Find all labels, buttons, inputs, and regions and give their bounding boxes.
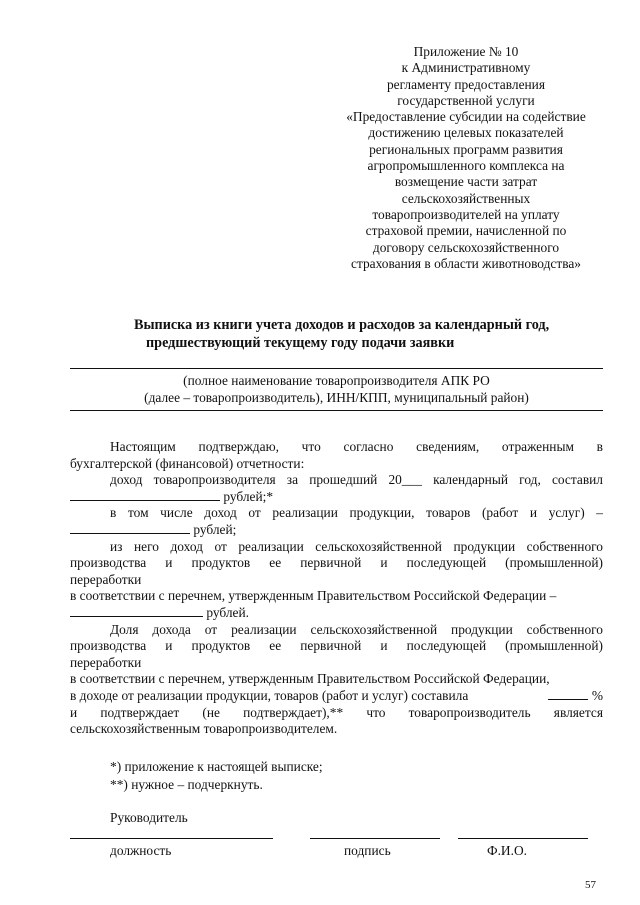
p5-line-7: сельскохозяйственным товаропроизводителем.	[70, 721, 338, 737]
p2-line-2	[70, 489, 603, 506]
appendix-line: агропромышленного комплекса на	[367, 158, 565, 174]
appendix-line: сельскохозяйственных	[401, 190, 531, 206]
p5-line-6: и подтверждает (не подтверждает),** что товаропроизводитель является	[70, 704, 603, 720]
producer-details-line[interactable]	[70, 410, 603, 411]
title-line-2: предшествующий текущему году подачи заявки	[146, 335, 455, 351]
p3-line-1: в том числе доход от реализации продукции, товаров (работ и услуг) –	[110, 505, 603, 521]
appendix-line: товаропроизводителей на уплату	[372, 206, 560, 222]
p1-line-1: Настоящим подтверждаю, что согласно сведениям, отраженным в	[110, 439, 603, 454]
signature-line[interactable]	[310, 838, 440, 839]
p5-line-4: в соответствии с перечнем, утвержденным Правительством Российской Федерации,	[70, 671, 550, 687]
p5-line-2: производства и продуктов ее первичной и последующей (промышленной)	[70, 638, 603, 654]
position-label: должность	[110, 843, 172, 858]
appendix-line: к Административному	[401, 60, 531, 76]
appendix-line: возмещение части затрат	[394, 174, 538, 190]
signature-label: подпись	[344, 843, 391, 858]
p5-share-text: в доходе от реализации продукции, товаров (работ и услуг) составила	[70, 687, 469, 703]
p4-line-2: производства и продуктов ее первичной и последующей (промышленной)	[70, 555, 603, 571]
appendix-line: региональных программ развития	[369, 141, 563, 157]
appendix-line: государственной услуги	[397, 92, 535, 108]
agri-income-blank[interactable]	[70, 605, 203, 617]
p3-line-2	[70, 522, 603, 539]
p4-line-1: из него доход от реализации сельскохозяйственной продукции собственного	[110, 538, 603, 554]
footnote-1: *) приложение к настоящей выписке;	[110, 759, 323, 774]
producer-caption-line-2: (далее – товаропроизводитель), ИНН/КПП, муниципальный район)	[144, 390, 529, 405]
total-income-blank[interactable]	[70, 489, 220, 501]
page-number: 57	[585, 879, 596, 891]
p1-line-2: бухгалтерской (финансовой) отчетности:	[70, 455, 305, 471]
p4-suffix: рублей.	[206, 604, 250, 620]
head-label: Руководитель	[110, 810, 188, 825]
p2-suffix: рублей;*	[223, 488, 274, 504]
appendix-line: Приложение № 10	[413, 44, 519, 59]
appendix-line: достижению целевых показателей	[368, 125, 564, 141]
p3-suffix: рублей;	[193, 521, 237, 537]
footnote-2: **) нужное – подчеркнуть.	[110, 777, 263, 792]
p4-line-5	[70, 605, 603, 622]
percent-sign: %	[591, 687, 603, 703]
p5-line-1: Доля дохода от реализации сельскохозяйственной продукции собственного	[110, 621, 603, 637]
p4-line-3: переработки	[70, 571, 142, 587]
p4-line-4: в соответствии с перечнем, утвержденным Правительством Российской Федерации –	[70, 588, 557, 604]
producer-caption-line-1: (полное наименование товаропроизводителя АПК РО	[183, 373, 490, 388]
p5-line-5	[70, 688, 603, 705]
appendix-line: страховой премии, начисленной по	[365, 223, 567, 239]
appendix-header	[322, 44, 610, 272]
document-title	[60, 316, 640, 352]
p2-line-1: доход товаропроизводителя за прошедший 20___ календарный год, составил	[110, 472, 603, 488]
title-line-1: Выписка из книги учета доходов и расходов за календарный год,	[134, 317, 550, 333]
p5-line-3: переработки	[70, 654, 142, 670]
appendix-line: «Предоставление субсидии на содействие	[346, 109, 586, 125]
producer-name-line[interactable]	[70, 368, 603, 369]
producer-caption	[70, 372, 603, 406]
position-line[interactable]	[70, 838, 273, 839]
share-percent-blank[interactable]	[548, 688, 588, 700]
sales-income-blank[interactable]	[70, 522, 190, 534]
statement-body	[70, 439, 603, 738]
appendix-line: регламенту предоставления	[386, 76, 545, 92]
appendix-line: страхования в области животноводства»	[351, 255, 581, 271]
appendix-line: договору сельскохозяйственного	[372, 239, 560, 255]
name-label: Ф.И.О.	[487, 843, 527, 858]
footnotes	[110, 758, 323, 794]
name-line[interactable]	[458, 838, 588, 839]
